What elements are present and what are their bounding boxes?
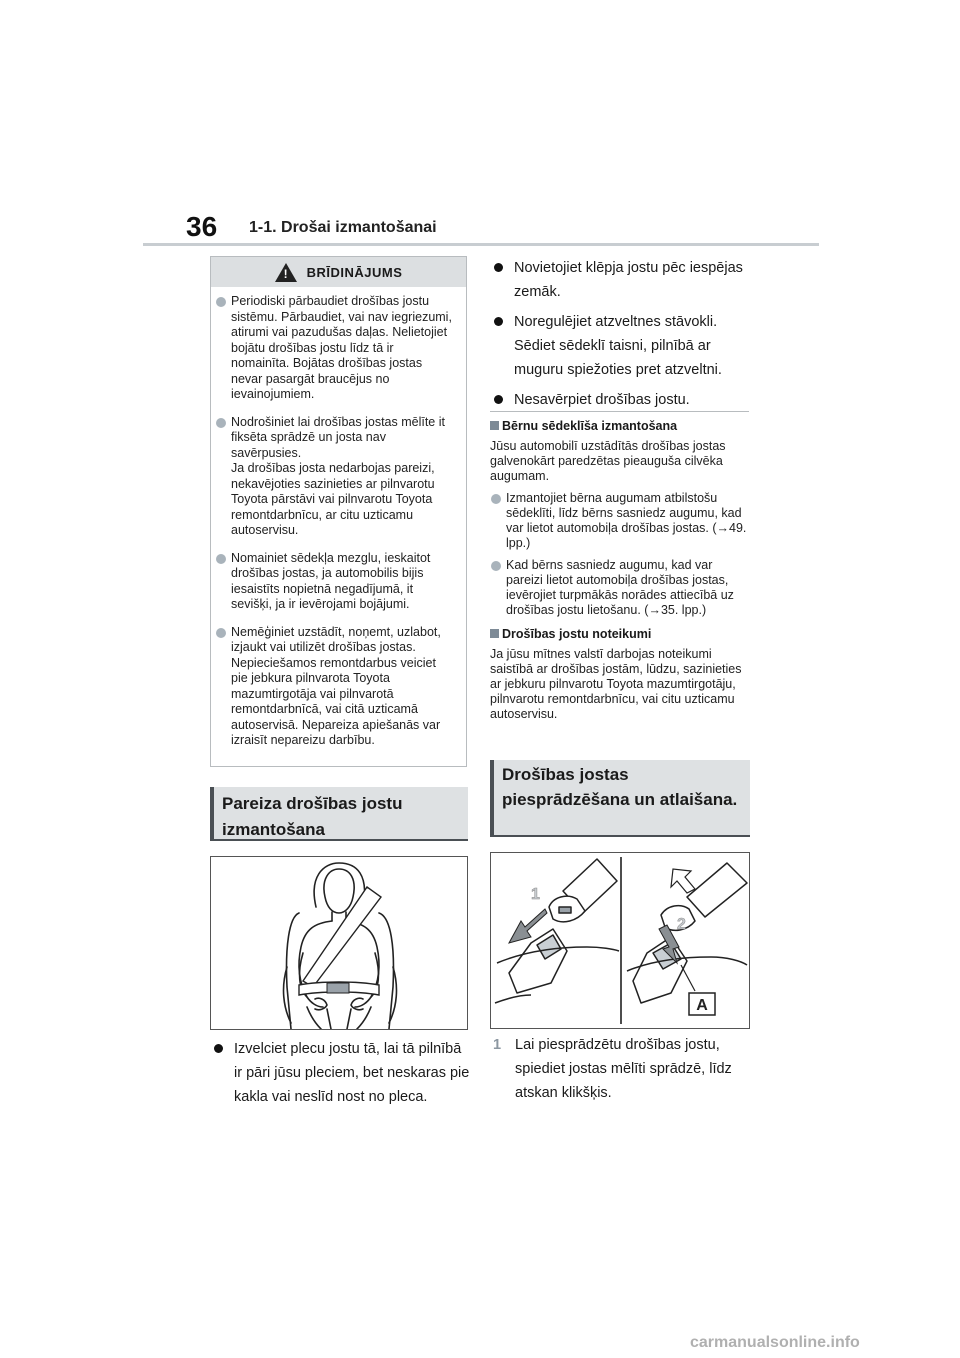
notes-block xyxy=(490,418,752,722)
right-bullet-list xyxy=(490,256,752,418)
warning-header xyxy=(211,257,466,287)
bullet-icon xyxy=(494,395,503,404)
warning-list xyxy=(211,287,466,749)
warning-item: Nemēģiniet uzstādīt, noņemt, uzlabot, izjaukt vai utilizēt drošības jostas. Nepieciešamos remontdarbus veiciet pie jebkura pilnvarota Toyota mazumtirgotāja vai pilnvarotā remontdarbnīcā, vai citā uzticamā autoservisā. Nepareiza apiešanās var izraisīt nepareizu darbību. xyxy=(213,625,454,749)
list-item: Novietojiet klēpja jostu pēc iespējas zemāk. xyxy=(490,256,752,304)
warning-title: BRĪDINĀJUMS xyxy=(306,264,403,280)
warning-item: Nodrošiniet lai drošības jostas mēlīte it fiksēta sprādzē un josta nav savērpusies. Ja drošības josta nedarbojas pareizi, nekavējoties sazinieties ar pilnvarotu Toyota pārstāvi vai pilnvarotu Toyota remontdarbnīcu, ar citu uzticamu autoservisu. xyxy=(213,415,454,539)
warning-box xyxy=(210,256,467,767)
seated-person-illustration xyxy=(211,857,467,1029)
subheading-children: Bērnu sēdeklīša izmantošana xyxy=(490,418,752,434)
bullet-icon xyxy=(216,554,226,564)
buckle-illustration xyxy=(491,853,749,1028)
children-intro: Jūsu automobilī uzstādītās drošības jostas galvenokārt paredzētas pieauguša cilvēka augumam. xyxy=(490,439,726,483)
bullet-icon xyxy=(216,628,226,638)
warning-item: Nomainiet sēdekļa mezglu, ieskaitot drošības jostas, ja automobilis bijis iesaistīts nopietnā negadījumā, it sevišķi, ja ir ievērojami bojājumi. xyxy=(213,551,454,613)
bullet-icon xyxy=(216,297,226,307)
warning-item: Periodiski pārbaudiet drošības jostu sistēmu. Pārbaudiet, vai nav iegriezumi, atirumi vai pazudušas daļas. Nelietojiet bojātu drošības jostu līdz tā ir nomainīta. Bojātas drošības jostas nevar pasargāt braucējus no ievainojumiem. xyxy=(213,294,454,403)
square-bullet-icon xyxy=(490,421,499,430)
section-heading-correct-use: Pareiza drošības jostu izmantošana xyxy=(210,787,468,841)
figure-label-one: 1 xyxy=(531,886,540,903)
header-divider xyxy=(143,243,819,246)
running-header: 1-1. Drošai izmantošanai xyxy=(249,219,437,236)
figure-label-a: A xyxy=(696,997,708,1014)
warning-triangle-icon: ! xyxy=(275,263,297,282)
list-item: Kad bērns sasniedz augumu, kad var pareizi lietot automobiļa drošības jostas, ievērojiet turpmākās norādes attiecībā uz drošības jostu lietošanu. (→35. lpp.) xyxy=(490,558,752,618)
list-item: Izmantojiet bērna augumam atbilstošu sēdeklīti, līdz bērns sasniedz augumu, kad var lietot automobiļa drošības jostas. (→49. lpp.) xyxy=(490,491,752,551)
section-heading-fasten: Drošības jostas piesprādzēšana un atlaišana. xyxy=(490,760,750,837)
bullet-icon xyxy=(491,494,501,504)
subheading-rules: Drošības jostu noteikumi xyxy=(490,626,752,642)
figure-label-two: 2 xyxy=(677,916,686,933)
step-1 xyxy=(490,1033,752,1105)
list-item: Noregulējiet atzveltnes stāvokli. Sēdiet sēdeklī taisni, pilnībā ar muguru spiežoties pret atzveltni. xyxy=(490,310,752,382)
list-item: Izvelciet plecu jostu tā, lai tā pilnībā ir pāri jūsu pleciem, bet neskaras pie kakla vai neslīd nost no pleca. xyxy=(210,1037,472,1109)
watermark: carmanualsonline.info xyxy=(690,1334,860,1351)
bullet-icon xyxy=(216,418,226,428)
page-number: 36 xyxy=(186,211,218,242)
bullet-icon xyxy=(494,317,503,326)
list-item: Nesavērpiet drošības jostu. xyxy=(490,388,752,412)
left-text-block xyxy=(210,1037,472,1109)
bullet-icon xyxy=(214,1044,223,1053)
figure-buckle xyxy=(490,852,750,1029)
square-bullet-icon xyxy=(490,629,499,638)
step-number: 1 xyxy=(493,1037,502,1053)
bullet-icon xyxy=(491,561,501,571)
rules-text: Ja jūsu mītnes valstī darbojas noteikumi saistībā ar drošības jostām, lūdzu, sazinieties ar jebkuru pilnvarotu Toyota mazumtirgotāju, pilnvarotu remontdarbnīcu, vai citu uzticamu autoservisu. xyxy=(490,647,742,721)
figure-seatbelt-person xyxy=(210,856,468,1030)
step-text: Lai piesprādzētu drošības jostu, spiediet jostas mēlīti sprādzē, līdz atskan klikšķis. xyxy=(515,1037,732,1101)
bullet-icon xyxy=(494,263,503,272)
section-divider xyxy=(490,411,749,412)
